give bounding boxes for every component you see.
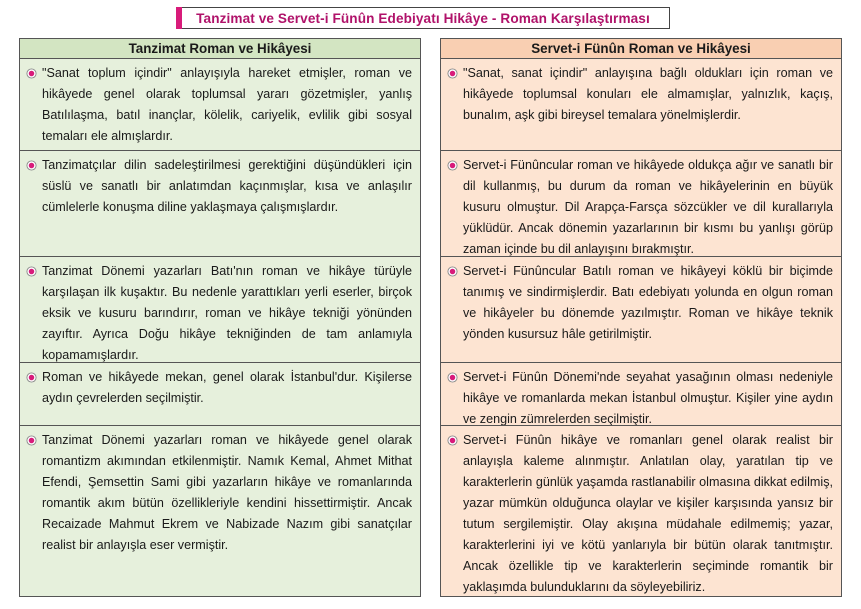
bullet-icon <box>26 372 37 383</box>
servet-i-funun-item-text: Servet-i Fünûncular Batılı roman ve hikâyeyi köklü bir biçimde tanımış ve sindirmişlerdir. Batı edebiyatı yolunda en olgun roman ve hikâyeler bu dönemde yazılmıştır. Roman ve hikâye teknik yönden kusursuz hâle getirilmiştir. <box>463 264 833 341</box>
tanzimat-column-header: Tanzimat Roman ve Hikâyesi <box>20 39 420 59</box>
bullet-icon <box>447 68 458 79</box>
bullet-icon <box>447 435 458 446</box>
tanzimat-row <box>20 362 420 425</box>
servet-i-funun-item-text: Servet-i Fünûn Dönemi'nde seyahat yasağının olması nedeniyle hikâye ve romanlarda mekan İstanbul olmuştur. Kişiler yine aydın ve zengin zümrelerden seçilmiştir. <box>463 370 833 426</box>
tanzimat-row <box>20 425 420 596</box>
tanzimat-item-text: Tanzimatçılar dilin sadeleştirilmesi gerektiğini düşündükleri için süslü ve sanatlı bir anlatımdan kaçınmışlar, kısa ve anlaşılır cümlelerle konuşma diline yaklaşmaya çalışmışlardır. <box>42 158 412 214</box>
bullet-icon <box>26 68 37 79</box>
tanzimat-item-text: "Sanat toplum içindir" anlayışıyla hareket etmişler, roman ve hikâyede genel olarak toplumsal yararı gözetmişler, yanlış Batılılaşma, batıl inançlar, kölelik, cariyelik, evlilik gibi sosyal temaları ele almışlardır. <box>42 66 412 143</box>
servet-i-funun-column <box>440 38 842 597</box>
servet-i-funun-item-text: "Sanat, sanat içindir" anlayışına bağlı oldukları için roman ve hikâyede toplumsal konuları ele almamışlar, yalnızlık, kaçış, bunalım, aşk gibi bireysel temalara yönelmişlerdir. <box>463 66 833 122</box>
tanzimat-row <box>20 59 420 150</box>
tanzimat-item-text: Tanzimat Dönemi yazarları roman ve hikâyede genel olarak romantizm akımından etkilenmiştir. Namık Kemal, Ahmet Mithat Efendi, Şemsettin Sami gibi yazarların hikâye ve romanlarında romantik akım bütün özellikleriyle kendini hissettirmiştir. Ancak Recaizade Mahmut Ekrem ve Nabizade Nazım gibi sanatçılar realist bir anlayışla eser vermiştir. <box>42 433 412 552</box>
page-title: Tanzimat ve Servet-i Fünûn Edebiyatı Hikâye - Roman Karşılaştırması <box>196 10 650 26</box>
servet-i-funun-row <box>441 150 841 256</box>
page-title-box <box>176 7 670 29</box>
servet-i-funun-item-text: Servet-i Fünûncular roman ve hikâyede oldukça ağır ve sanatlı bir dil kullanmış, bu durum da roman ve hikâyelerinin en büyük kusuru olmuştur. Dil Arapça-Farsça sözcükler ve dil kurallarıyla yüklüdür. Ancak dönemin yazarlarının bir kısmı bu yanlışı görüp zaman içinde bu dil anlayışını bırakmıştır. <box>463 158 833 256</box>
bullet-icon <box>447 372 458 383</box>
bullet-icon <box>447 160 458 171</box>
tanzimat-row <box>20 150 420 256</box>
tanzimat-row <box>20 256 420 362</box>
servet-i-funun-row <box>441 59 841 150</box>
servet-i-funun-row <box>441 425 841 596</box>
tanzimat-item-text: Tanzimat Dönemi yazarları Batı'nın roman ve hikâye türüyle karşılaşan ilk kuşaktır. Bu nedenle yarattıkları yerli eserler, birçok eksik ve kusuru barındırır, roman ve hikâye tekniği yönünden zayıftır. Ayrıca Doğu hikâye tekniğinden de tam anlamıyla kopamamışlardır. <box>42 264 412 362</box>
tanzimat-item-text: Roman ve hikâyede mekan, genel olarak İstanbul'dur. Kişilerse aydın çevrelerden seçilmiştir. <box>42 370 412 405</box>
bullet-icon <box>26 160 37 171</box>
servet-i-funun-row <box>441 362 841 425</box>
servet-i-funun-column-header: Servet-i Fünûn Roman ve Hikâyesi <box>441 39 841 59</box>
bullet-icon <box>26 435 37 446</box>
bullet-icon <box>26 266 37 277</box>
servet-i-funun-item-text: Servet-i Fünûn hikâye ve romanları genel olarak realist bir anlayışla kaleme alınmıştır. Anlatılan olay, yaratılan tip ve karakterlerin günlük yaşamda rastlanabilir olmasına dikkat edilmiş, yazar mümkün olduğunca olaylar ve kişiler karşısında yansız bir tutum sergilemiştir. Olay akışına müdahale edilmemiş; yazar, karakterlerini iyi ve kötü yanlarıyla bir bütün olarak tanıtmıştır. Ancak özellikle tip ve karakterlerin seçiminde romantik bir yaklaşımda bulunduklarını da söyleyebiliriz. <box>463 433 833 594</box>
bullet-icon <box>447 266 458 277</box>
tanzimat-column <box>19 38 421 597</box>
servet-i-funun-row <box>441 256 841 362</box>
